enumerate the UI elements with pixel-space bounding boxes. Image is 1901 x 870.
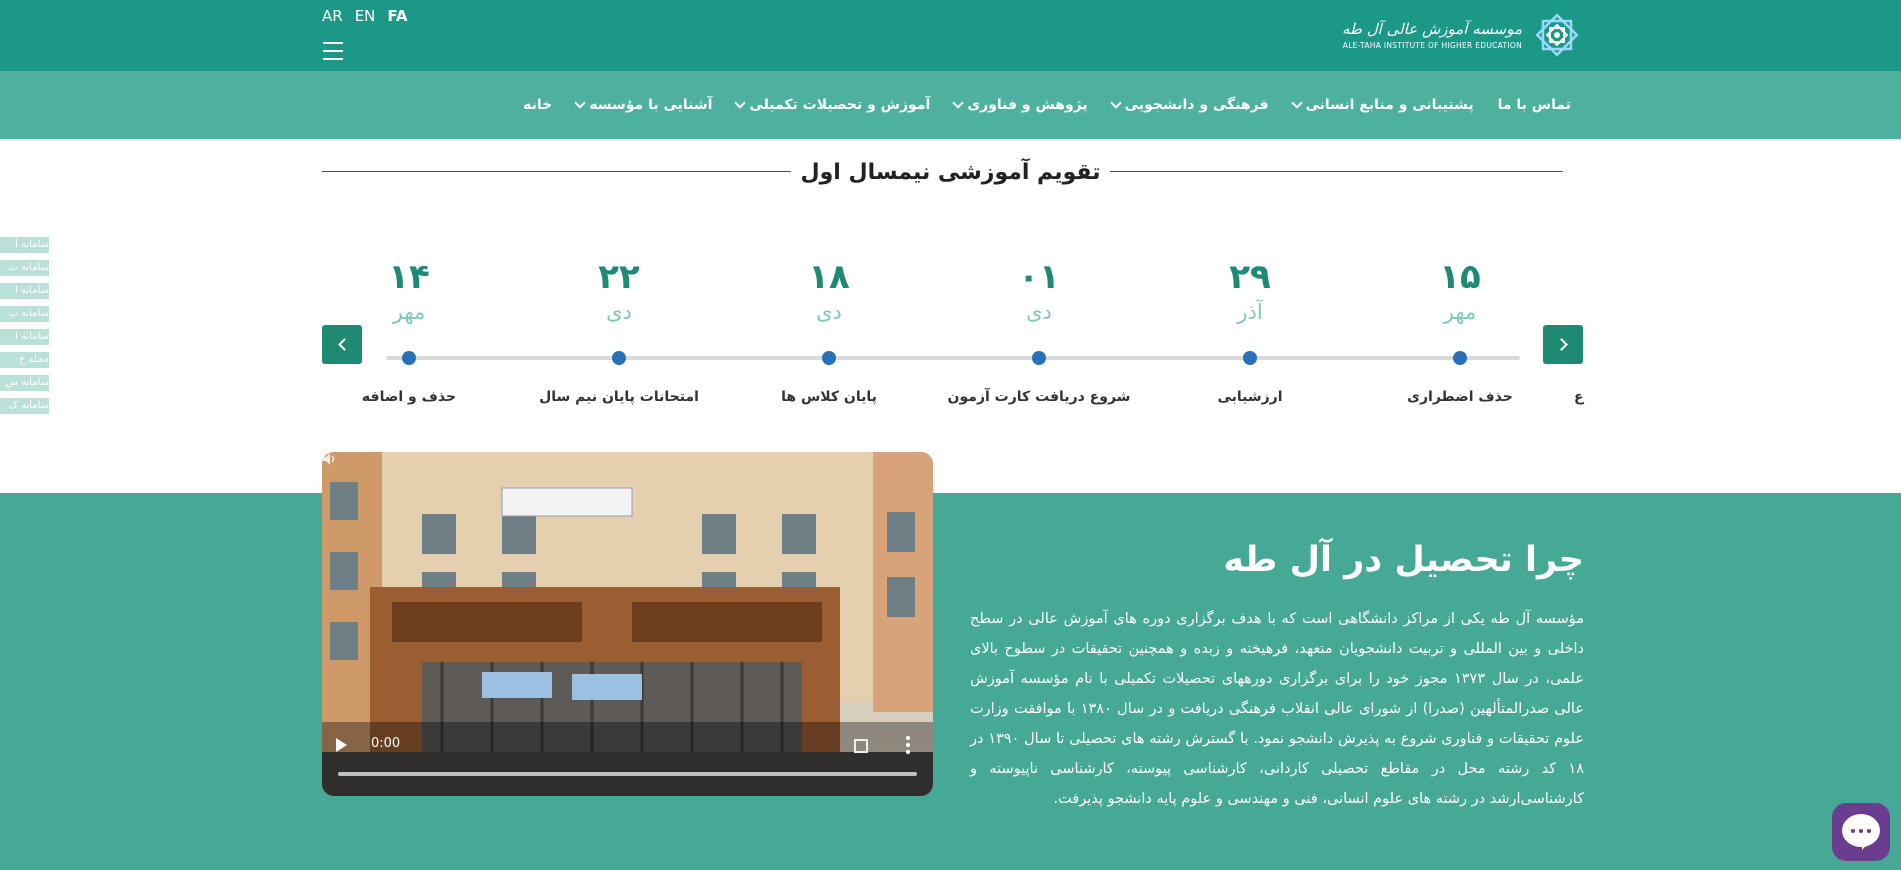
site-logo[interactable]	[1334, 6, 1584, 64]
side-link[interactable]: سامانه س	[0, 375, 49, 391]
timeline-dot[interactable]	[402, 351, 416, 365]
side-link[interactable]: سامانه ا	[0, 329, 49, 345]
chevron-right-icon	[1555, 338, 1568, 351]
chat-button[interactable]	[1832, 803, 1890, 861]
event-month: دی	[816, 300, 842, 324]
chevron-down-icon	[953, 97, 964, 108]
chevron-left-icon	[338, 338, 351, 351]
nav-about-institute[interactable]: آشنایی با مؤسسه	[576, 97, 712, 113]
about-section	[0, 493, 1901, 870]
nav-research[interactable]: پژوهش و فناوری	[954, 97, 1087, 113]
logo-name-en: ALE-TAHA INSTITUTE OF HIGHER EDUCATION	[1342, 41, 1522, 50]
event-day: ۰۱	[1018, 257, 1060, 297]
fullscreen-icon[interactable]	[854, 739, 868, 753]
timeline-dot[interactable]	[612, 351, 626, 365]
top-bar	[0, 0, 1901, 71]
event-month: مهر	[392, 300, 426, 324]
calendar-prev-button[interactable]	[322, 325, 362, 364]
lang-fa[interactable]: FA	[387, 7, 408, 25]
timeline-dot[interactable]	[1453, 351, 1467, 365]
event-month: مهر	[1443, 300, 1477, 324]
side-link[interactable]: سامانه آ	[0, 237, 49, 253]
nav-support[interactable]: پشتیبانی و منابع انسانی	[1293, 97, 1474, 113]
about-text: مؤسسه آل طه یکی از مراکز دانشگاهی است که با هدف برگزاری دوره های آموزش عالی در سطح داخلی و بین المللی و تربیت دانشجویان متعهد، فرهیخته و زبده و همچنین تحقیقات در سطوح بالای علمی، در سال ۱۳۷۳ مجوز خود را برای برگزاری دورههای تحصیلات تکمیلی با نام مؤسسه آموزش عالی صدرالمتألهین (صدرا) از شورای عالی انقلاب فرهنگی دریافت و در سال ۱۳۸۰ با موافقت وزارت علوم تحقیقات و فناوری شروع به پذیرش دانشجو نمود. با گسترش رشته های تحصیلی تا سال ۱۳۹۰ در ۱۸ کد رشته محل در مقاطع تحصیلی کاردانی، کارشناسی پیوسته، کارشناسی ناپیوسته و کارشناسی‌ارشد در رشته های علوم انسانی، فنی و مهندسی و علوم پایه دانشجو پذیرفت.	[970, 611, 1585, 807]
logo-text	[1334, 6, 1522, 64]
timeline-dot[interactable]	[822, 351, 836, 365]
logo-name-fa: موسسه آموزش عالی آل طه	[1342, 20, 1522, 38]
side-link[interactable]: سامانه ا	[0, 283, 49, 299]
video-progress-bar[interactable]	[338, 772, 917, 776]
event-label: امتحانات پایان نیم سال	[539, 389, 699, 405]
calendar-title: تقویم آموزشی نیمسال اول	[0, 160, 1901, 185]
nav-cultural[interactable]: فرهنگی و دانشجویی	[1112, 97, 1269, 113]
play-icon[interactable]	[336, 738, 347, 752]
event-month: آذر	[1237, 300, 1263, 324]
video-time: 0:00	[371, 736, 401, 751]
video-player[interactable]	[322, 452, 933, 796]
event-label: پایان کلاس ها	[781, 389, 877, 405]
volume-icon[interactable]	[322, 452, 336, 466]
nav-home[interactable]: خانه	[523, 97, 553, 113]
event-day: ۱۵	[1439, 257, 1481, 297]
event-label: حذف و اضافه	[361, 389, 457, 405]
lang-en[interactable]: EN	[354, 7, 376, 25]
side-link[interactable]: سامانه پ	[0, 306, 49, 322]
side-link[interactable]: مجله خ	[0, 352, 49, 368]
about-title: چرا تحصیل در آل طه	[1223, 540, 1584, 580]
more-icon[interactable]	[906, 736, 910, 754]
language-switcher	[322, 7, 408, 25]
chevron-down-icon	[735, 97, 746, 108]
timeline-dot[interactable]	[1032, 351, 1046, 365]
event-day: ۱۴	[388, 257, 430, 297]
side-quick-links	[0, 237, 49, 414]
event-label: حذف اضطراری	[1407, 389, 1513, 405]
chevron-down-icon	[1110, 97, 1121, 108]
lang-ar[interactable]: AR	[322, 7, 343, 25]
side-link[interactable]: سامانه ت	[0, 260, 49, 276]
timeline-dot[interactable]	[1243, 351, 1257, 365]
nav-contact[interactable]: تماس با ما	[1497, 97, 1571, 113]
side-link[interactable]: سامانه ک	[0, 398, 49, 414]
event-label-clipped: ع	[1574, 389, 1584, 405]
video-frame-building	[322, 452, 933, 796]
event-day: ۲۲	[598, 257, 640, 297]
menu-icon[interactable]	[323, 42, 343, 60]
event-month: دی	[606, 300, 632, 324]
chevron-down-icon	[1291, 97, 1302, 108]
calendar-next-button[interactable]	[1543, 325, 1583, 364]
event-day: ۲۹	[1229, 257, 1271, 297]
logo-emblem-icon	[1530, 8, 1584, 62]
event-label: شروع دریافت کارت آزمون	[947, 389, 1131, 405]
main-nav-bar	[0, 71, 1901, 139]
event-month: دی	[1026, 300, 1052, 324]
nav-education[interactable]: آموزش و تحصیلات تکمیلی	[736, 97, 930, 113]
chevron-down-icon	[575, 97, 586, 108]
event-label: ارزشیابی	[1217, 389, 1283, 405]
event-day: ۱۸	[808, 257, 850, 297]
main-nav	[523, 71, 1571, 139]
chat-dots	[1851, 829, 1871, 833]
timeline-track	[386, 356, 1520, 360]
